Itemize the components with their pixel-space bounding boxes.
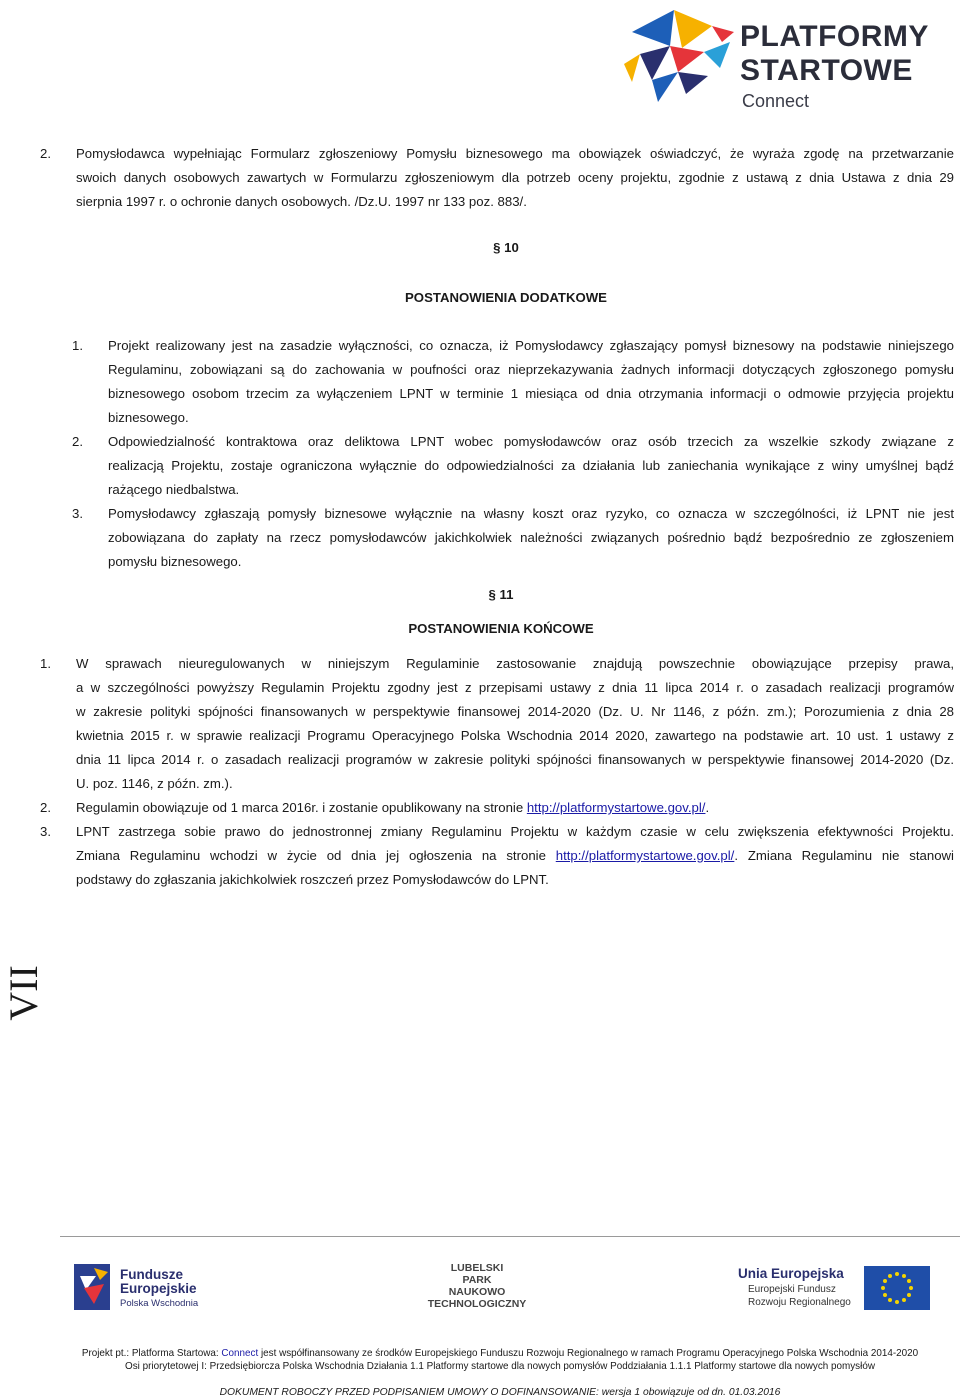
lpnt-logo: [422, 1262, 532, 1314]
item-number: 3.: [72, 506, 83, 521]
item-number: 3.: [40, 824, 51, 839]
fundusze-star-icon: [70, 1260, 114, 1314]
unia-europejska-logo: [738, 1266, 938, 1314]
text-line: biznesowego osobom trzecim za wyłączeniem LPNT w terminie 1 miesiąca od dnia otrzymania informacji o odmowie przyjęcia projektu: [108, 386, 954, 401]
text-fragment: . Zmiana Regulaminu nie stanowi: [734, 848, 954, 863]
item-number: 2.: [40, 800, 51, 815]
fundusze-europejskie-logo: [70, 1258, 220, 1314]
section-11-number: § 11: [488, 587, 514, 602]
platformy-startowe-logo: [612, 2, 952, 112]
top-item-2: [40, 142, 954, 214]
text-line: LPNT zastrzega sobie prawo do jednostronnej zmiany Regulaminu Projektu w każdym czasie w celu zwiększenia efektywności Projektu.: [76, 824, 954, 839]
eu-flag-icon: [864, 1266, 930, 1310]
section-10-number: § 10: [493, 240, 519, 255]
text-line: Projekt realizowany jest na zasadzie wyłączności, co oznacza, iż Pomysłodawcy zgłaszający pomysł biznesowy na podstawie niniejszego: [108, 338, 954, 353]
text-line: a w szczególności powyższy Regulamin Projektu zgodny jest z przepisami ustawy z dnia 11 lipca 2014 r. o zasadach realizacji programów: [76, 680, 954, 695]
text-line: dnia 11 lipca 2014 r. o zasadach realizacji programów w zakresie polityki spójności finansowanych w perspektywie finansowej 2014-2020 (Dz.: [76, 752, 954, 767]
footer-fragment: Projekt pt.: Platforma Startowa:: [81, 1348, 222, 1359]
footer-project-line1: [20, 1347, 960, 1360]
logo-triangles-icon: [612, 2, 738, 110]
text-line: sierpnia 1997 r. o ochronie danych osobowych. /Dz.U. 1997 nr 133 poz. 883/.: [76, 194, 527, 209]
text-line: [76, 844, 954, 868]
footer-draft-note: DOKUMENT ROBOCZY PRZED PODPISANIEM UMOWY O DOFINANSOWANIE: wersja 1 obowiązuje od dn. 01.03.2016: [219, 1387, 781, 1398]
text-line: w zakresie polityki spójności finansowanych w perspektywie finansowej 2014-2020 (Dz. U. Nr 1146, z późn. zm.); Porozumienia z dnia 28: [76, 704, 954, 719]
text-line: swoich danych osobowych zawartych w Formularzu zgłoszeniowym dla potrzeb oceny projektu, zgodnie z ustawą z dnia Ustawa z dnia 29: [76, 170, 954, 185]
section-11-title: POSTANOWIENIA KOŃCOWE: [408, 621, 594, 636]
fundusze-title-line1: Fundusze: [120, 1267, 183, 1282]
text-line: rażącego niedbalstwa.: [108, 482, 240, 497]
eu-subtitle-line1: Europejski Fundusz: [748, 1284, 836, 1295]
fundusze-subtitle: Polska Wschodnia: [120, 1298, 199, 1309]
lpnt-line: LUBELSKI: [450, 1262, 504, 1274]
footer-project-line2: Osi priorytetowej I: Przedsiębiorcza Polska Wschodnia Działania 1.1 Platformy startowe dla nowych pomysłów Poddziałania 1.1.1 Platformy startowe dla nowych pomysłów: [125, 1361, 875, 1372]
text-line: Pomysłodawcy zgłaszają pomysły biznesowe wyłącznie na własny koszt oraz ryzyko, co oznacza w szczególności, iż LPNT nie jest: [108, 506, 954, 521]
footer-fragment: Connect: [221, 1348, 259, 1359]
text-line: kwietnia 2015 r. w sprawie realizacji Programu Operacyjnego Polska Wschodnia 2014 2020, zawartego na podstawie art. 10 ust. 1 ustawy z: [76, 728, 954, 743]
lpnt-line: TECHNOLOGICZNY: [427, 1298, 527, 1310]
text-line: Regulaminu, zobowiązani są do zachowania w poufności oraz nieprzekazywania żadnych informacji dotyczących zgłoszonego pomysłu: [108, 362, 954, 377]
text-line: biznesowego.: [108, 410, 189, 425]
section-11-item-1: [40, 652, 954, 796]
item-number: 2.: [40, 146, 51, 161]
text-line: Pomysłodawca wypełniając Formularz zgłoszeniowy Pomysłu biznesowego ma obowiązek oświadczyć, że wyraża zgodę na przetwarzanie: [76, 146, 954, 161]
logo-title-line2: STARTOWE: [740, 54, 913, 87]
logo-title-line1: PLATFORMY: [740, 20, 929, 53]
text-line: realizacją Projektu, zostaje ograniczona wyłącznie do odpowiedzialności za działania lub zaniechania wynikające z winy umyślnej bądź: [108, 458, 954, 473]
section-10-item-3: [72, 502, 954, 574]
text-line: pomysłu biznesowego.: [108, 554, 242, 569]
item-number: 1.: [72, 338, 83, 353]
text-line: Odpowiedzialność kontraktowa oraz deliktowa LPNT wobec pomysłodawców oraz osób trzecich za wszelkie szkody związane z: [108, 434, 954, 449]
website-link[interactable]: http://platformystartowe.gov.pl/: [526, 800, 706, 815]
lpnt-line: NAUKOWO: [448, 1286, 506, 1298]
lpnt-line: PARK: [462, 1274, 492, 1286]
text-line: W sprawach nieuregulowanych w niniejszym Regulaminie zastosowanie znajdują powszechnie obowiązujące przepisy prawa,: [76, 656, 954, 671]
footer-divider: [60, 1236, 960, 1237]
text-fragment: Zmiana Regulaminu wchodzi w życie od dnia jej ogłoszenia na stronie: [76, 848, 556, 863]
item-number: 1.: [40, 656, 51, 671]
section-10-title: POSTANOWIENIA DODATKOWE: [405, 290, 607, 305]
text-fragment: Regulamin obowiązuje od 1 marca 2016r. i zostanie opublikowany na stronie: [76, 800, 527, 815]
section-11-item-2: [40, 796, 954, 820]
logo-subtitle: Connect: [742, 91, 810, 111]
item-number: 2.: [72, 434, 83, 449]
website-link[interactable]: http://platformystartowe.gov.pl/: [555, 848, 735, 863]
text-line: podstawy do zgłaszania jakichkolwiek roszczeń przez Pomysłodawców do LPNT.: [76, 872, 549, 887]
side-roman-numeral: VII: [1, 965, 46, 1021]
eu-title: Unia Europejska: [738, 1266, 844, 1281]
eu-subtitle-line2: Rozwoju Regionalnego: [748, 1297, 851, 1308]
fundusze-title-line2: Europejskie: [120, 1281, 197, 1296]
text-fragment: .: [705, 800, 710, 815]
text-line: U. poz. 1146, z późn. zm.).: [76, 776, 233, 791]
section-10-item-2: [72, 430, 954, 502]
footer-fragment: jest współfinansowany ze środków Europejskiego Funduszu Rozwoju Regionalnego w ramach Programu Operacyjnego Polska Wschodnia 2014-2020: [258, 1348, 919, 1359]
text-line: zobowiązana do zapłaty na rzecz pomysłodawców jakichkolwiek należności związanych pośrednio bądź bezpośrednio ze zgłoszeniem: [108, 530, 954, 545]
section-10-item-1: [72, 334, 954, 430]
section-11-item-3: [40, 820, 954, 892]
